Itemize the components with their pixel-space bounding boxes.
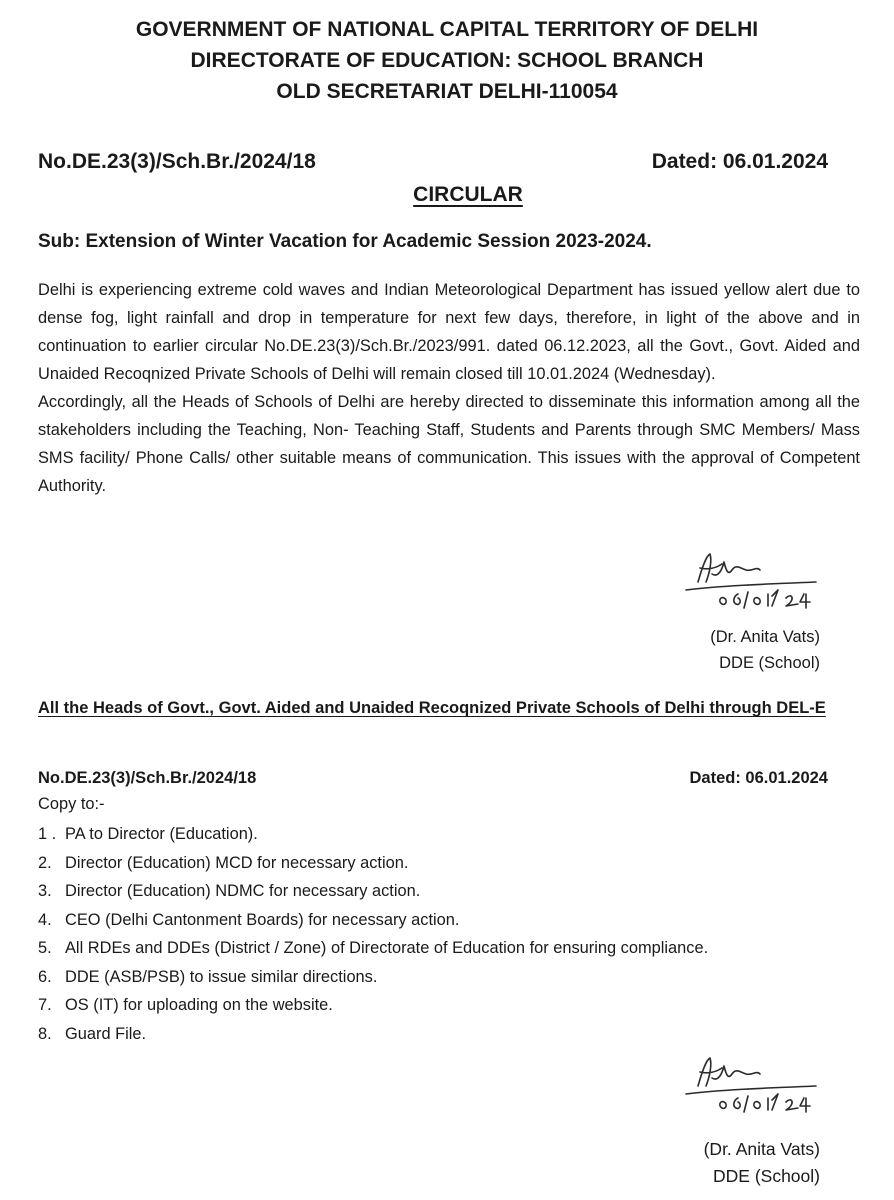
reference-date: Dated: 06.01.2024 [651,150,828,173]
signatory-designation: DDE (School) [719,654,820,672]
letterhead [0,14,894,107]
signature-block [620,548,820,678]
document-title: CIRCULAR [413,183,523,206]
header-government: GOVERNMENT OF NATIONAL CAPITAL TERRITORY OF DELHI [135,18,759,41]
copy-to-list [38,820,708,1048]
list-item: 5. All RDEs and DDEs (District / Zone) of Directorate of Education for ensuring compliance. [38,939,709,957]
reference-row [38,150,828,178]
copy-to-label: Copy to:- [38,795,105,813]
copy-reference-number: No.DE.23(3)/Sch.Br./2024/18 [38,769,257,787]
list-item: 7. OS (IT) for uploading on the website. [38,996,333,1014]
body-paragraph: Delhi is experiencing extreme cold waves and Indian Meteorological Department has issued yellow alert due to dense fog, light rainfall and drop in temperature for next few days, therefore, in light of the above and in continuation to earlier circular No.DE.23(3)/Sch.Br./2023/991. dated 06.12.2023, all the Govt., Govt. Aided and Unaided Recoqnized Private Schools of Delhi will remain closed till 10.01.2024 (Wednesday). [38,281,860,383]
handwritten-signature-icon [676,548,826,618]
signatory-name: (Dr. Anita Vats) [710,628,820,646]
circular-body [38,276,860,500]
body-paragraph: Accordingly, all the Heads of Schools of Delhi are hereby directed to disseminate this information among all the stakeholders including the Teaching, Non- Teaching Staff, Students and Parents through SMC Members/ Mass SMS facility/ Phone Calls/ other suitable means of communication. This issues with the approval of Competent Authority. [38,393,860,495]
list-item: 6. DDE (ASB/PSB) to issue similar directions. [38,967,378,986]
addressee-line: All the Heads of Govt., Govt. Aided and Unaided Recoqnized Private Schools of Delhi through DEL-E [38,699,826,717]
list-item: 4. CEO (Delhi Cantonment Boards) for necessary action. [38,910,460,929]
reference-number: No.DE.23(3)/Sch.Br./2024/18 [38,150,316,173]
signatory-name: (Dr. Anita Vats) [703,1139,820,1159]
copy-reference-row [38,769,828,793]
signatory-designation: DDE (School) [713,1166,820,1186]
handwritten-signature-icon [676,1052,826,1122]
header-address: OLD SECRETARIAT DELHI-110054 [276,80,618,103]
copy-reference-date: Dated: 06.01.2024 [689,769,828,787]
list-item: 8. Guard File. [38,1024,147,1043]
list-item: 3. Director (Education) NDMC for necessary action. [38,882,421,900]
signature-block [620,1052,820,1192]
header-directorate: DIRECTORATE OF EDUCATION: SCHOOL BRANCH [190,49,704,72]
subject-line: Sub: Extension of Winter Vacation for Academic Session 2023-2024. [38,231,652,252]
list-item: 1 . PA to Director (Education). [38,825,258,843]
list-item: 2. Director (Education) MCD for necessary action. [38,853,409,872]
